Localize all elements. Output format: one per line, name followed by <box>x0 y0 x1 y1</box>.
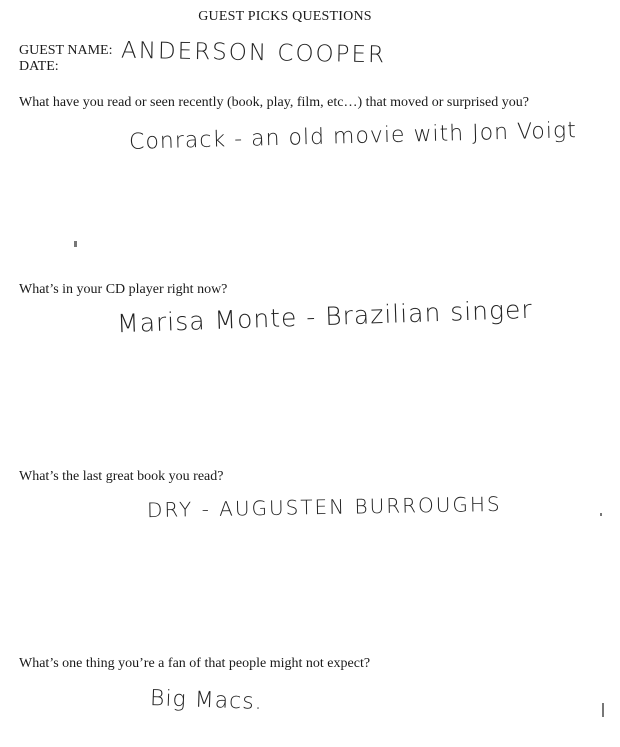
guest-name-label: GUEST NAME: <box>19 43 113 58</box>
answer-1-handwritten: Conrack - an old movie with Jon Voigt <box>128 118 578 155</box>
question-4: What’s one thing you’re a fan of that people might not expect? <box>19 656 371 671</box>
question-2: What’s in your CD player right now? <box>19 282 228 297</box>
question-1: What have you read or seen recently (book, play, film, etc…) that moved or surprised you? <box>19 95 529 110</box>
answer-3-handwritten: DRY - AUGUSTEN BURROUGHS <box>146 491 502 523</box>
guest-name-handwritten: ANDERSON COOPER <box>120 37 387 69</box>
question-3: What’s the last great book you read? <box>19 469 224 484</box>
scan-speck <box>602 703 604 717</box>
scan-speck <box>600 513 602 516</box>
answer-4-handwritten: Big Macs. <box>149 686 264 715</box>
date-label: DATE: <box>19 59 59 74</box>
scan-speck <box>74 241 77 247</box>
answer-2-handwritten: Marisa Monte - Brazilian singer <box>116 294 534 339</box>
form-title: GUEST PICKS QUESTIONS <box>198 9 372 24</box>
